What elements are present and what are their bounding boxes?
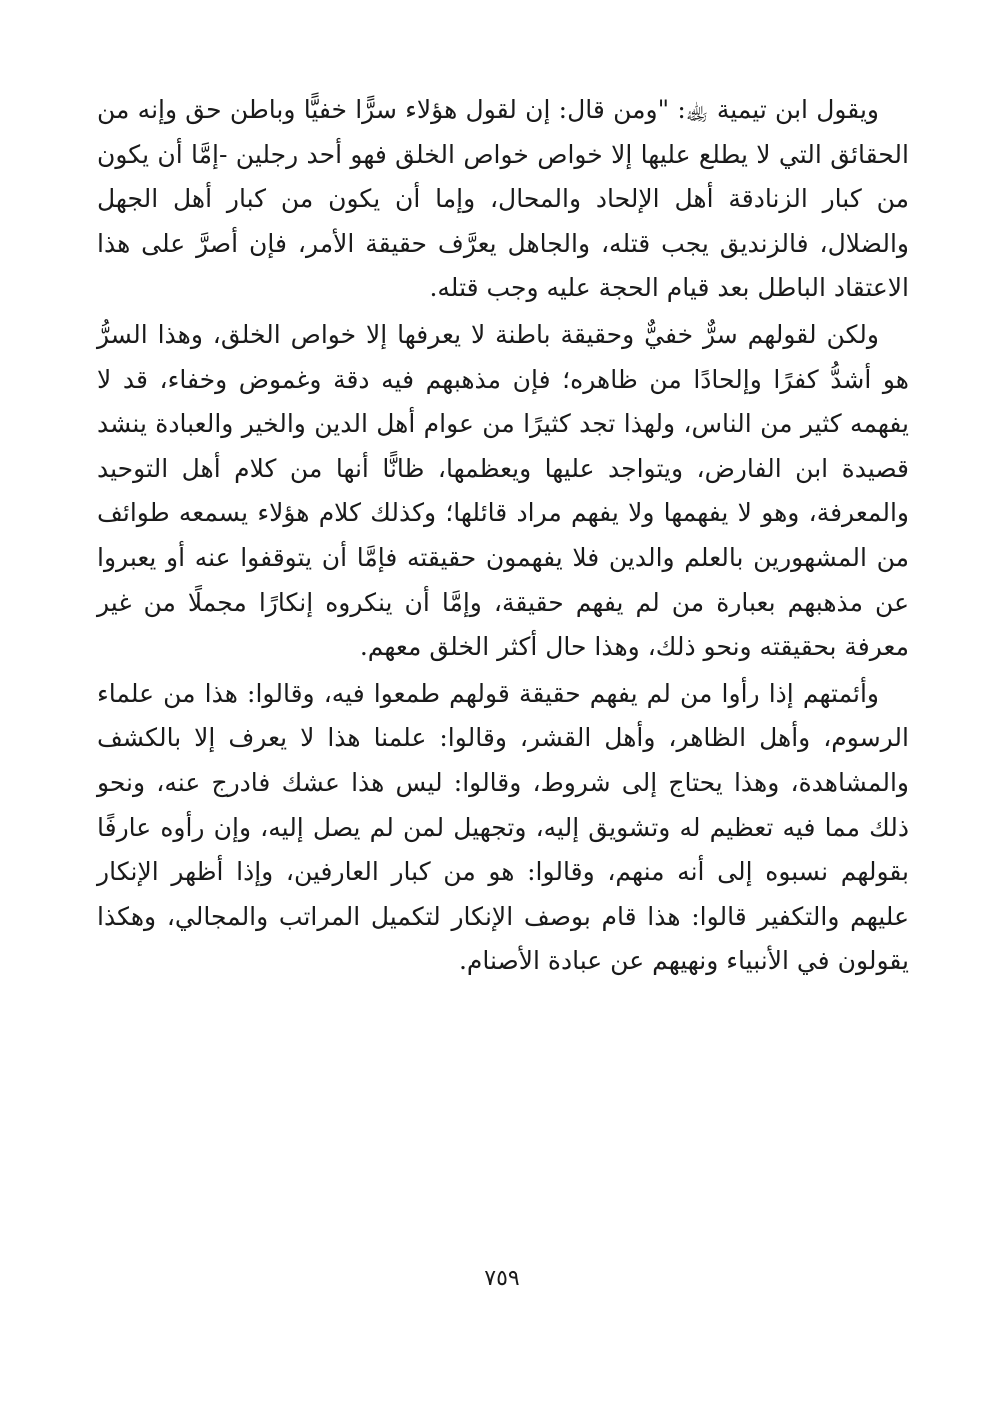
paragraph-ibn-taymiyyah-quote: ويقول ابن تيمية ﵀: "ومن قال: إن لقول هؤلاء سرًّا خفيًّا وباطن حق وإنه من الحقائق التي لا يطلع عليها إلا خواص خواص الخلق فهو أحد رجلين -إمَّا أن يكون من كبار الزنادقة أهل الإلحاد والمحال، وإما أن يكون من كبار أهل الجهل والضلال، فالزنديق يجب قتله، والجاهل يعرَّف حقيقة الأمر، فإن أصرَّ على هذا الاعتقاد الباطل بعد قيام الحجة عليه وجب قتله. — [97, 95, 909, 303]
page-number: ٧٥٩ — [484, 1266, 520, 1291]
paragraph-hidden-secret: ولكن لقولهم سرٌّ خفيٌّ وحقيقة باطنة لا يعرفها إلا خواص الخلق، وهذا السرُّ هو أشدُّ كفرًا وإلحادًا من ظاهره؛ فإن مذهبهم فيه دقة وغموض وخفاء، قد لا يفهمه كثير من الناس، ولهذا تجد كثيرًا من عوام أهل الدين والخير والعبادة ينشد قصيدة ابن الفارض، ويتواجد عليها ويعظمها، ظانًّا أنها من كلام أهل التوحيد والمعرفة، وهو لا يفهمها ولا يفهم مراد قائلها؛ وكذلك كلام هؤلاء يسمعه طوائف من المشهورين بالعلم والدين فلا يفهمون حقيقته فإمَّا أن يتوقفوا عنه أو يعبروا عن مذهبهم بعبارة من لم يفهم حقيقة، وإمَّا أن ينكروه إنكارًا مجملًا من غير معرفة بحقيقته ونحو ذلك، وهذا حال أكثر الخلق معهم. — [97, 319, 909, 662]
paragraph-their-imams: وأئمتهم إذا رأوا من لم يفهم حقيقة قولهم طمعوا فيه، وقالوا: هذا من علماء الرسوم، وأهل الظاهر، وأهل القشر، وقالوا: علمنا هذا لا يعرف إلا بالكشف والمشاهدة، وهذا يحتاج إلى شروط، وقالوا: ليس هذا عشك فادرج عنه، ونحو ذلك مما فيه تعظيم له وتشويق إليه، وتجهيل لمن لم يصل إليه، وإن رأوه عارفًا بقولهم نسبوه إلى أنه منهم، وقالوا: هو من كبار العارفين، وإذا أظهر الإنكار عليهم والتكفير قالوا: هذا قام بوصف الإنكار لتكميل المراتب والمجالي، وهكذا يقولون في الأنبياء ونهيهم عن عبادة الأصنام. — [97, 678, 909, 976]
body-text — [97, 88, 909, 986]
